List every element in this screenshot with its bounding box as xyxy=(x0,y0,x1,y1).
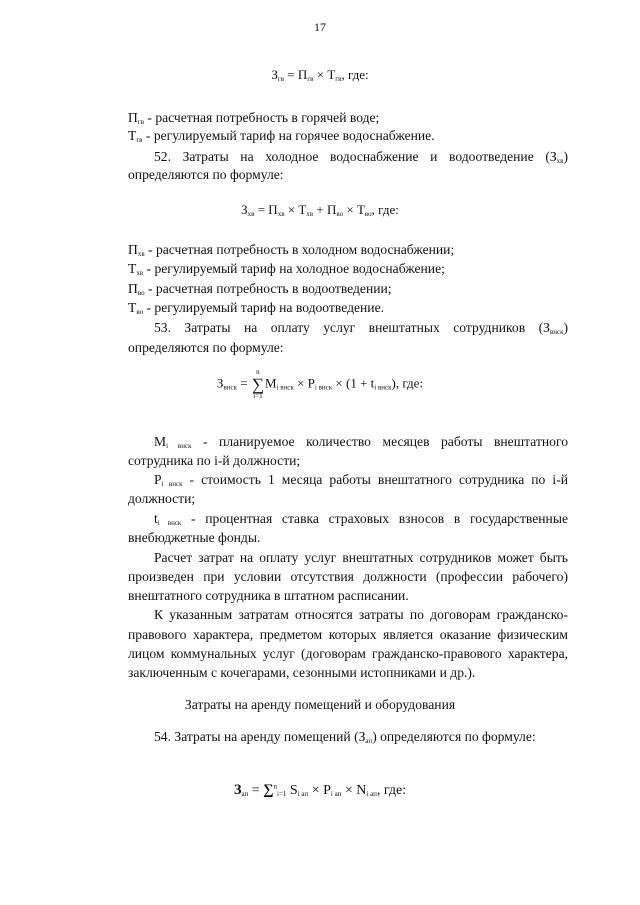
formula-external-staff: $З_{внск}$ = n ∑ i=1 $M_{i внск} \times P_{i внск} \times (1 + t_{i внск})$, где: xyxy=(216,368,424,400)
section-title: Затраты на аренду помещений и оборудования xyxy=(184,697,456,712)
paragraph-53-line: 53. Затраты на оплату услуг внештатных сотрудников $(З_{внск})$ xyxy=(154,320,568,336)
definition-line: $П_{во}$ - расчетная потребность в водоотведении; xyxy=(128,281,392,297)
formula-hot-water: $З_{гв} = П_{гв} \times Т_{гв}$, где: xyxy=(271,67,369,83)
definition-line: $Т_{хв}$ - регулируемый тариф на холодное водоснабжение; xyxy=(128,261,445,277)
sum-symbol: n ∑ i=1 xyxy=(251,368,264,400)
formula-cold-water: $З_{хв} = П_{хв} \times Т_{хв} + П_{во} \times Т_{во}$, где: xyxy=(241,202,399,218)
paragraph-line: Расчет затрат на оплату услуг внештатных сотрудников может быть xyxy=(154,550,568,565)
paragraph-54: 54. Затраты на аренду помещений $(З_{ап})$ определяются по формуле: xyxy=(154,729,536,745)
paragraph-52-line: 52. Затраты на холодное водоснабжение и водоотведение $(З_{хв})$ xyxy=(154,149,568,165)
paragraph-line: заключенным с кочегарами, сезонными истопниками и др.). xyxy=(128,665,476,680)
definition-line: внебюджетные фонды. xyxy=(128,530,261,545)
definition-line: $M_{i внск}$ - планируемое количество месяцев работы внештатного xyxy=(154,434,568,450)
definition-line: $П_{хв}$ - расчетная потребность в холодном водоснабжении; xyxy=(128,242,455,258)
paragraph-line: лицом коммунальных услуг (договорам гражданско-правового характера, xyxy=(128,646,568,661)
definition-line: должности; xyxy=(128,491,196,506)
definition-line: $Т_{во}$ - регулируемый тариф на водоотведение. xyxy=(128,300,384,316)
definition-line: $P_{i внск}$ - стоимость 1 месяца работы внештатного сотрудника по i-й xyxy=(154,472,568,488)
definition-line: сотрудника по i-й должности; xyxy=(128,453,301,468)
paragraph-line: внештатного сотрудника в штатном расписании. xyxy=(128,588,409,603)
formula-rent: $З_{ап} = \sum^n_{i=1}$ $S_{i ап} \times P_{i ап} \times N_{i ап}$, где: xyxy=(233,782,407,798)
paragraph-line: произведен при условии отсутствия должности (профессии рабочего) xyxy=(128,569,568,584)
definition-line: $П_{гв}$ - расчетная потребность в горячей воде; xyxy=(128,110,380,126)
definition-line: $t_{i внск}$ - процентная ставка страховых взносов в государственные xyxy=(154,511,568,527)
definition-line: $Т_{гв}$ - регулируемый тариф на горячее водоснабжение. xyxy=(128,128,435,144)
page-number: 17 xyxy=(314,20,326,34)
paragraph-52-line: определяются по формуле: xyxy=(128,167,284,182)
paragraph-53-line: определяются по формуле: xyxy=(128,340,284,355)
paragraph-line: К указанным затратам относятся затраты по договорам гражданско- xyxy=(154,607,568,622)
paragraph-line: правового характера, предметом которых является оказание физическим xyxy=(128,627,568,642)
